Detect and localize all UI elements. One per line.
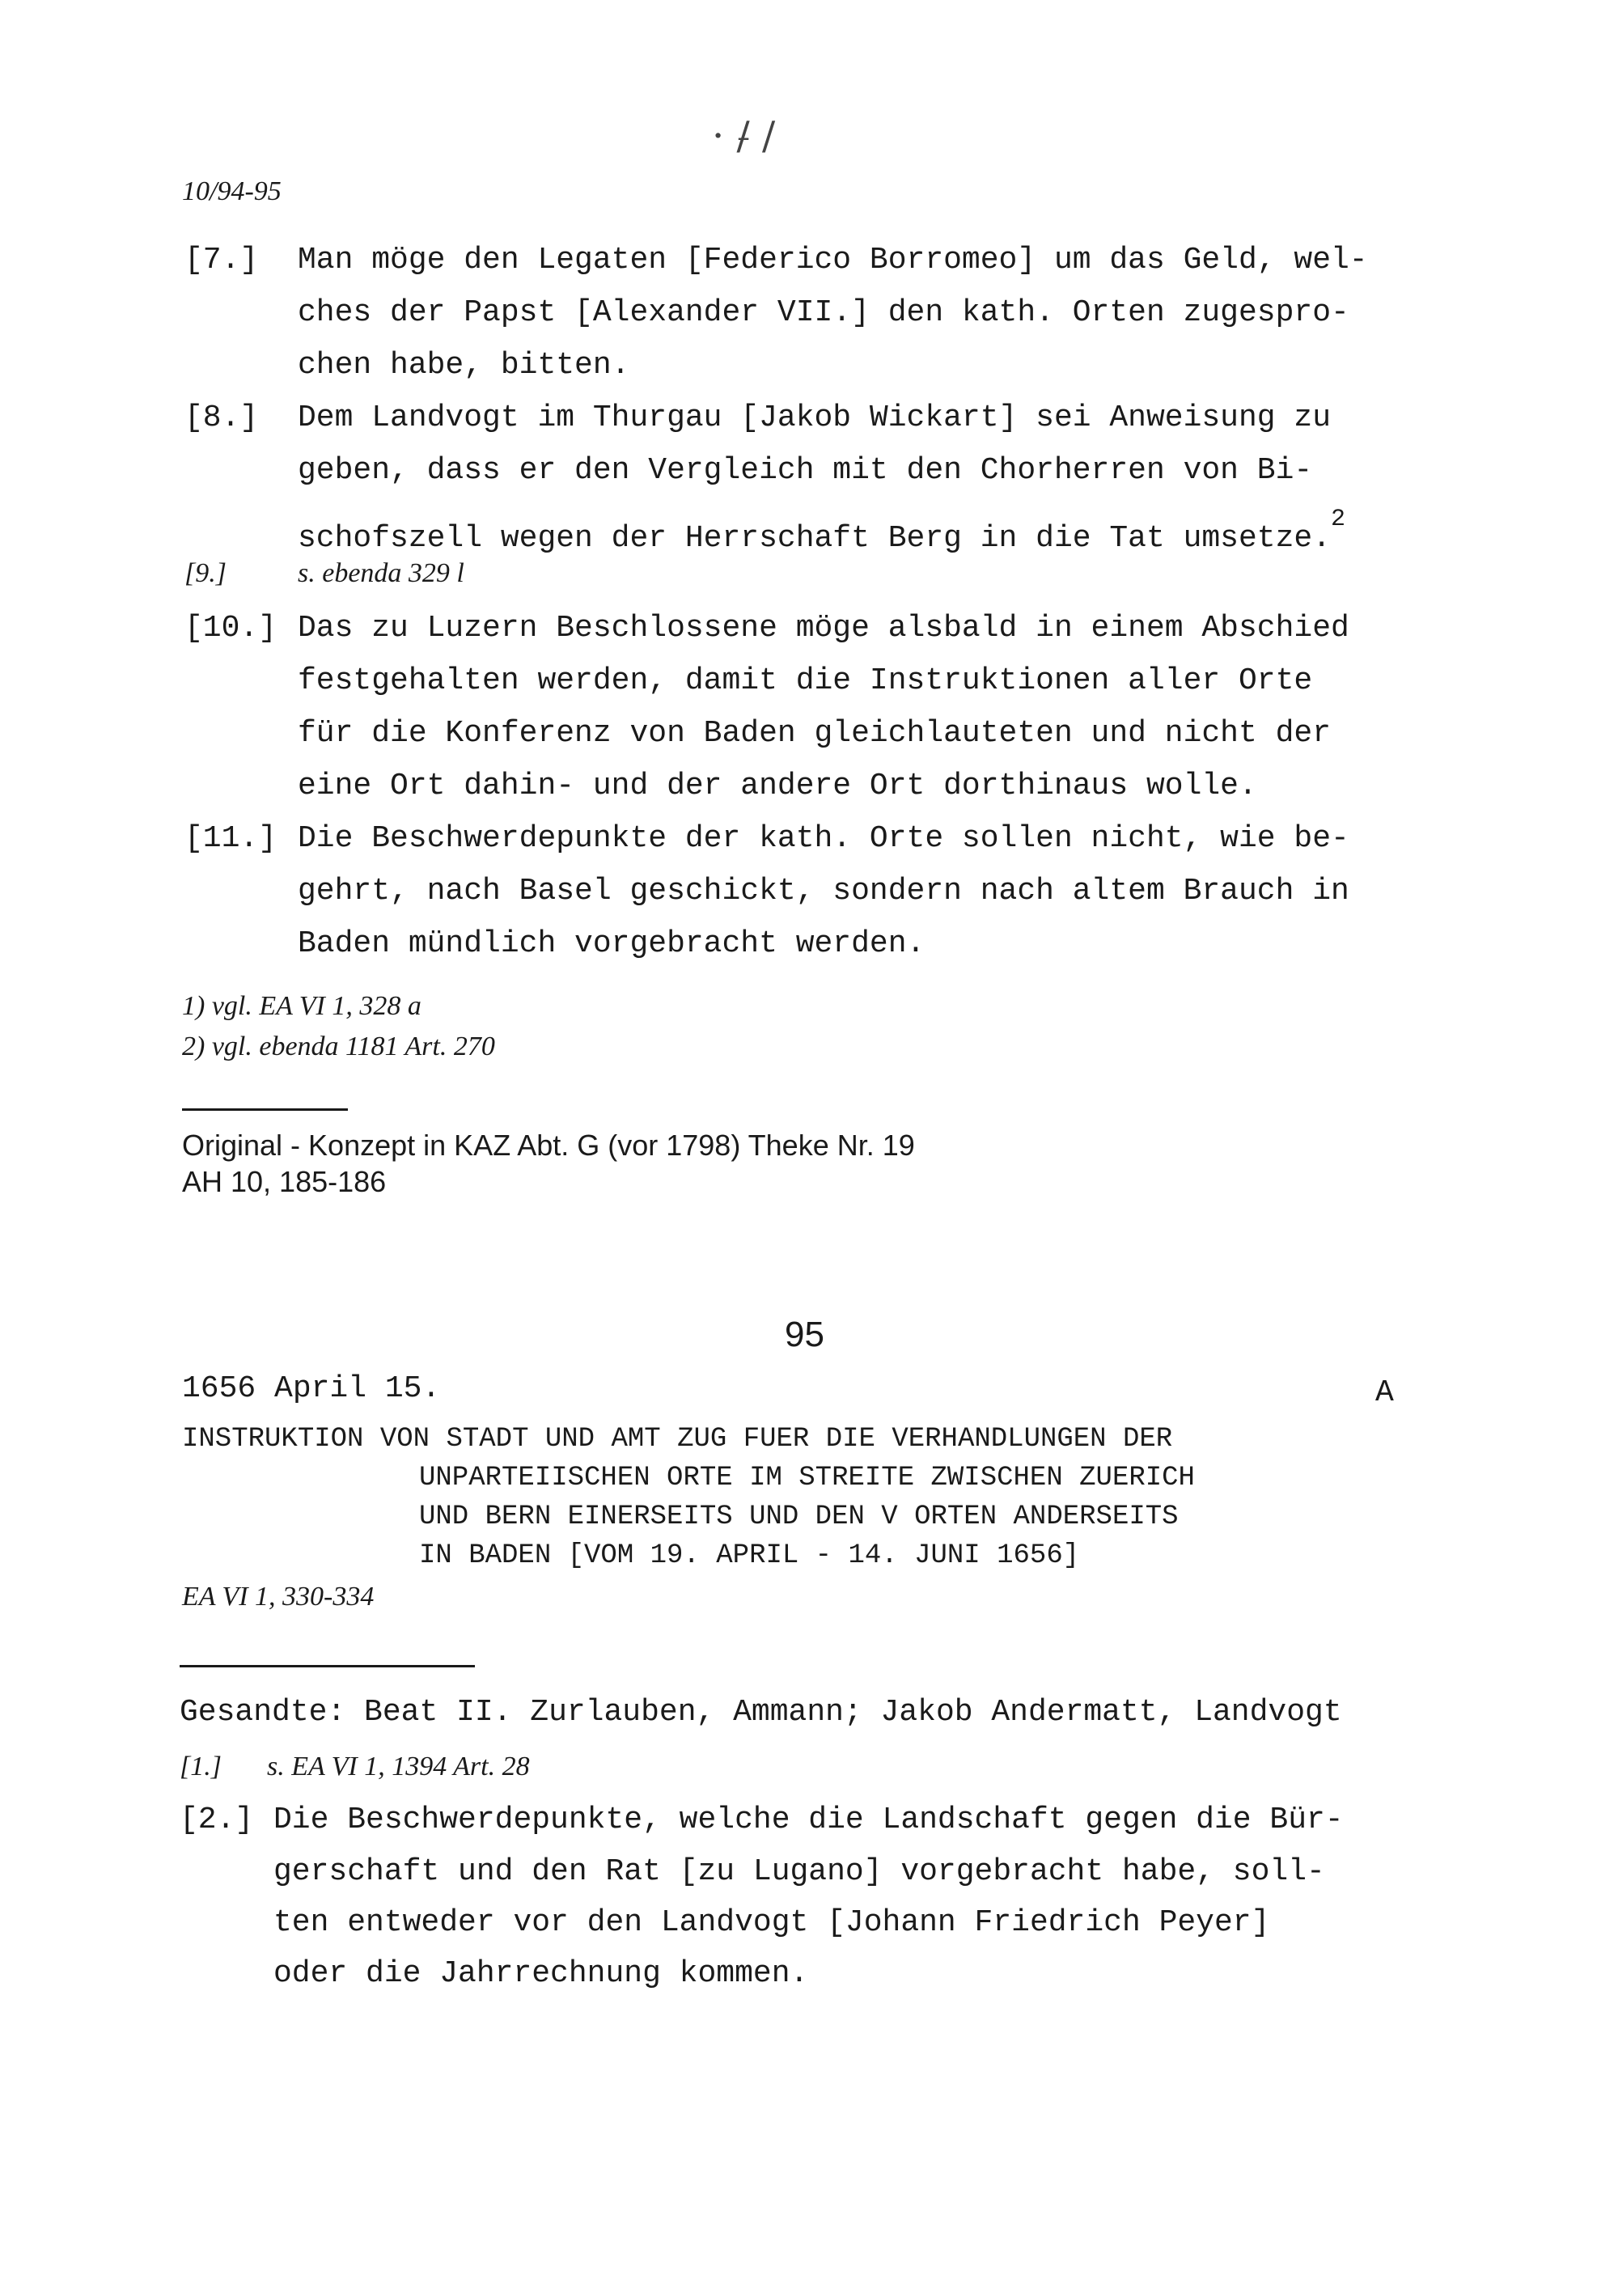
item-8-line-3-text: schofszell wegen der Herrschaft Berg in die Tat umsetze. bbox=[298, 521, 1332, 556]
document-date: 1656 April 15. bbox=[182, 1371, 441, 1406]
item2-2-number: [2.] bbox=[180, 1802, 254, 1837]
item-7-number: [7.] bbox=[184, 243, 259, 277]
item-11-line-2: gehrt, nach Basel geschickt, sondern nach altem Brauch in bbox=[298, 874, 1349, 909]
item-9-line-1: s. ebenda 329 l bbox=[298, 558, 464, 588]
footnote-divider bbox=[182, 1108, 348, 1111]
source-line-2: AH 10, 185-186 bbox=[182, 1165, 387, 1198]
item2-2-line-2: gerschaft und den Rat [zu Lugano] vorgebracht habe, soll- bbox=[273, 1854, 1325, 1889]
item-7-line-3: chen habe, bitten. bbox=[298, 348, 630, 383]
item-11-line-1: Die Beschwerdepunkte der kath. Orte sollen nicht, wie be- bbox=[298, 821, 1349, 856]
item-11-line-3: Baden mündlich vorgebracht werden. bbox=[298, 926, 925, 961]
footnote-1: 1) vgl. EA VI 1, 328 a bbox=[182, 991, 421, 1021]
item-8-line-2: geben, dass er den Vergleich mit den Chorherren von Bi- bbox=[298, 453, 1313, 488]
header-reference: 10/94-95 bbox=[182, 176, 282, 206]
document-title-line-3: UND BERN EINERSEITS UND DEN V ORTEN ANDERSEITS bbox=[419, 1502, 1179, 1532]
document-title-line-2: UNPARTEIISCHEN ORTE IM STREITE ZWISCHEN ZUERICH bbox=[419, 1463, 1195, 1493]
item2-2-line-3: ten entweder vor den Landvogt [Johann Friedrich Peyer] bbox=[273, 1905, 1270, 1940]
item-10-line-4: eine Ort dahin- und der andere Ort dorthinaus wolle. bbox=[298, 769, 1257, 803]
item-10-line-1: Das zu Luzern Beschlossene möge alsbald in einem Abschied bbox=[298, 611, 1349, 646]
item-9-number: [9.] bbox=[184, 558, 227, 588]
item2-1-line-1: s. EA VI 1, 1394 Art. 28 bbox=[267, 1752, 530, 1781]
source-line-1: Original - Konzept in KAZ Abt. G (vor 1798) Theke Nr. 19 bbox=[182, 1129, 915, 1162]
item-8-number: [8.] bbox=[184, 400, 259, 435]
item-7-line-2: ches der Papst [Alexander VII.] den kath. Orten zugespro- bbox=[298, 295, 1349, 330]
document-letter: A bbox=[1375, 1375, 1394, 1410]
document-reference: EA VI 1, 330-334 bbox=[182, 1582, 375, 1612]
envoys-line: Gesandte: Beat II. Zurlauben, Ammann; Jakob Andermatt, Landvogt bbox=[180, 1695, 1342, 1730]
document-title-line-4: IN BADEN [VOM 19. APRIL - 14. JUNI 1656] bbox=[419, 1540, 1080, 1571]
document-number: 95 bbox=[785, 1315, 824, 1354]
item-7-line-1: Man möge den Legaten [Federico Borromeo] um das Geld, wel- bbox=[298, 243, 1368, 277]
item-8-line-3 bbox=[298, 506, 1345, 556]
item-10-line-2: festgehalten werden, damit die Instruktionen aller Orte bbox=[298, 663, 1313, 698]
item-10-line-3: für die Konferenz von Baden gleichlauteten und nicht der bbox=[298, 716, 1332, 751]
item-8-line-1: Dem Landvogt im Thurgau [Jakob Wickart] sei Anweisung zu bbox=[298, 400, 1332, 435]
item-10-number: [10.] bbox=[184, 611, 277, 646]
document-divider bbox=[180, 1665, 475, 1667]
footnote-2: 2) vgl. ebenda 1181 Art. 270 bbox=[182, 1032, 495, 1061]
item2-2-line-4: oder die Jahrrechnung kommen. bbox=[273, 1956, 809, 1991]
document-title-line-1: INSTRUKTION VON STADT UND AMT ZUG FUER DIE VERHANDLUNGEN DER bbox=[182, 1424, 1173, 1455]
item2-1-number: [1.] bbox=[180, 1752, 222, 1781]
handwritten-mark: · /̵ / bbox=[712, 113, 776, 159]
item-11-number: [11.] bbox=[184, 821, 277, 856]
item2-2-line-1: Die Beschwerdepunkte, welche die Landschaft gegen die Bür- bbox=[273, 1802, 1344, 1837]
footnote-marker-2: 2 bbox=[1331, 506, 1346, 533]
